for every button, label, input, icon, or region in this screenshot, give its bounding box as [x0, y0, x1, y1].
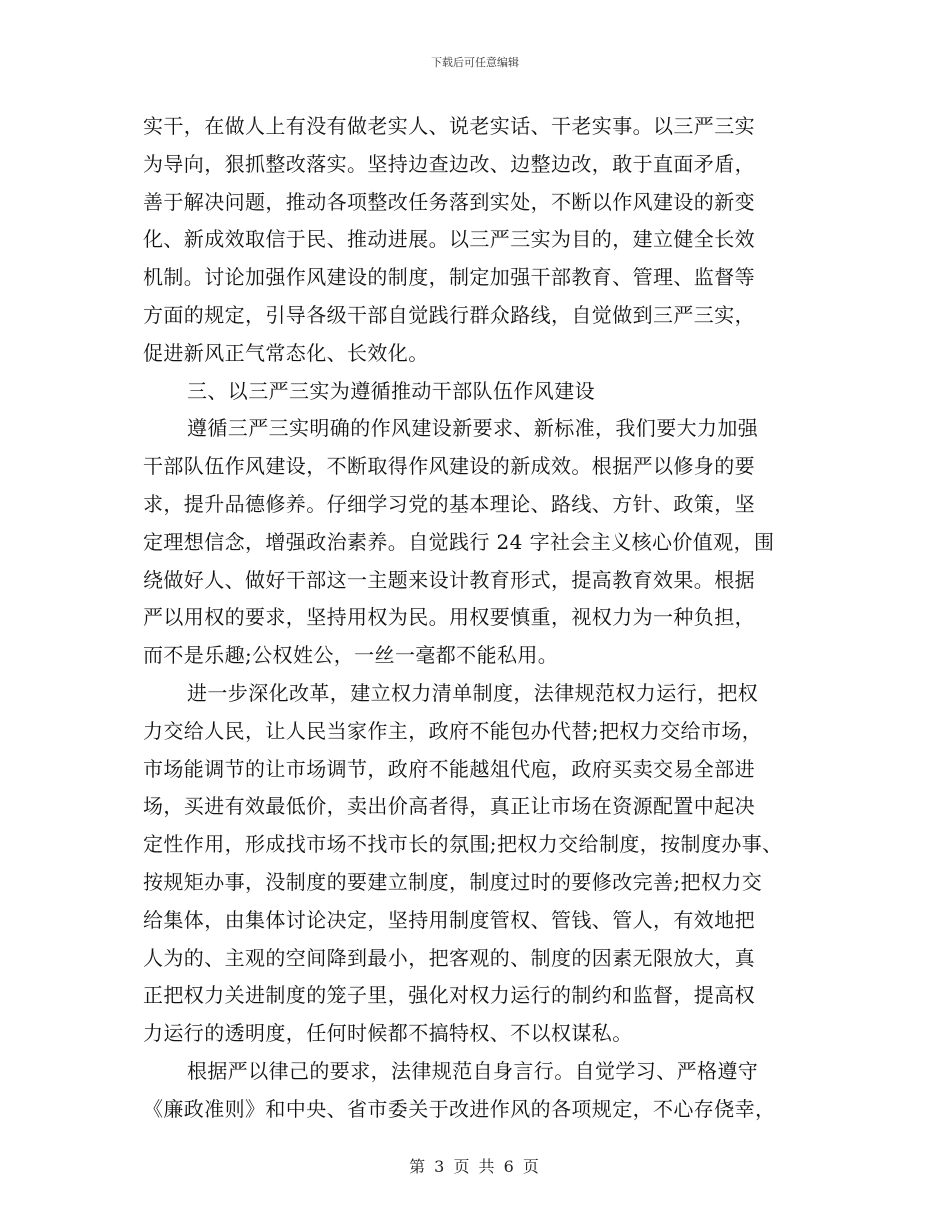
text-line: 给集体，由集体讨论决定，坚持用制度管权、管钱、管人，有效地把: [143, 907, 755, 932]
text-line: 促进新风正气常态化、长效化。: [143, 340, 429, 365]
text-line: 善于解决问题，推动各项整改任务落到实处，不断以作风建设的新变: [143, 189, 755, 214]
text-line: 绕做好人、做好干部这一主题来设计教育形式，提高教育效果。根据: [143, 567, 755, 592]
text-line: 化、新成效取信于民、推动进展。以三严三实为目的，建立健全长效: [143, 227, 755, 252]
text-line: 正把权力关进制度的笼子里，强化对权力运行的制约和监督，提高权: [143, 983, 755, 1008]
text-line: 求，提升品德修养。仔细学习党的基本理论、路线、方针、政策，坚: [143, 491, 755, 516]
text-line: 根据严以律己的要求，法律规范自身言行。自觉学习、严格遵守: [187, 1058, 759, 1083]
text-line: 《廉政准则》和中央、省市委关于改进作风的各项规定，不心存侥幸，: [143, 1096, 776, 1121]
page-number-footer: 第 3 页 共 6 页: [409, 1157, 541, 1176]
text-line: 力交给人民，让人民当家作主，政府不能包办代替;把权力交给市场，: [143, 718, 763, 743]
document-body: [143, 108, 813, 1129]
text-line: 场，买进有效最低价，卖出价高者得，真正让市场在资源配置中起决: [143, 794, 755, 819]
text-line: 人为的、主观的空间降到最小，把客观的、制度的因素无限放大，真: [143, 945, 755, 970]
text-line: 三、以三严三实为遵循推动干部队伍作风建设: [187, 378, 595, 403]
text-line: 实干，在做人上有没有做老实人、说老实话、干老实事。以三严三实: [143, 114, 755, 138]
text-line: 为导向，狠抓整改落实。坚持边查边改、边整边改，敢于直面矛盾，: [143, 151, 755, 176]
text-line: 遵循三严三实明确的作风建设新要求、新标准，我们要大力加强: [187, 416, 759, 441]
text-line: 方面的规定，引导各级干部自觉践行群众路线，自觉做到三严三实，: [143, 302, 755, 327]
text-line: 而不是乐趣;公权姓公，一丝一毫都不能私用。: [143, 643, 559, 668]
text-line: 进一步深化改革，建立权力清单制度，法律规范权力运行，把权: [187, 680, 759, 705]
page-header-note: 下载后可任意编辑: [431, 56, 519, 69]
text-line: 机制。讨论加强作风建设的制度，制定加强干部教育、管理、监督等: [143, 265, 755, 290]
text-line: 定理想信念，增强政治素养。自觉践行 24 字社会主义核心价值观，围: [143, 529, 775, 554]
text-line: 干部队伍作风建设，不断取得作风建设的新成效。根据严以修身的要: [143, 454, 755, 479]
text-line: 定性作用，形成找市场不找市长的氛围;把权力交给制度，按制度办事、: [143, 832, 783, 857]
text-line: 市场能调节的让市场调节，政府不能越俎代庖，政府买卖交易全部进: [143, 756, 755, 781]
text-line: 力运行的透明度，任何时候都不搞特权、不以权谋私。: [143, 1021, 633, 1046]
text-line: 按规矩办事，没制度的要建立制度，制度过时的要修改完善;把权力交: [143, 869, 763, 894]
text-line: 严以用权的要求，坚持用权为民。用权要慎重，视权力为一种负担，: [143, 605, 755, 630]
